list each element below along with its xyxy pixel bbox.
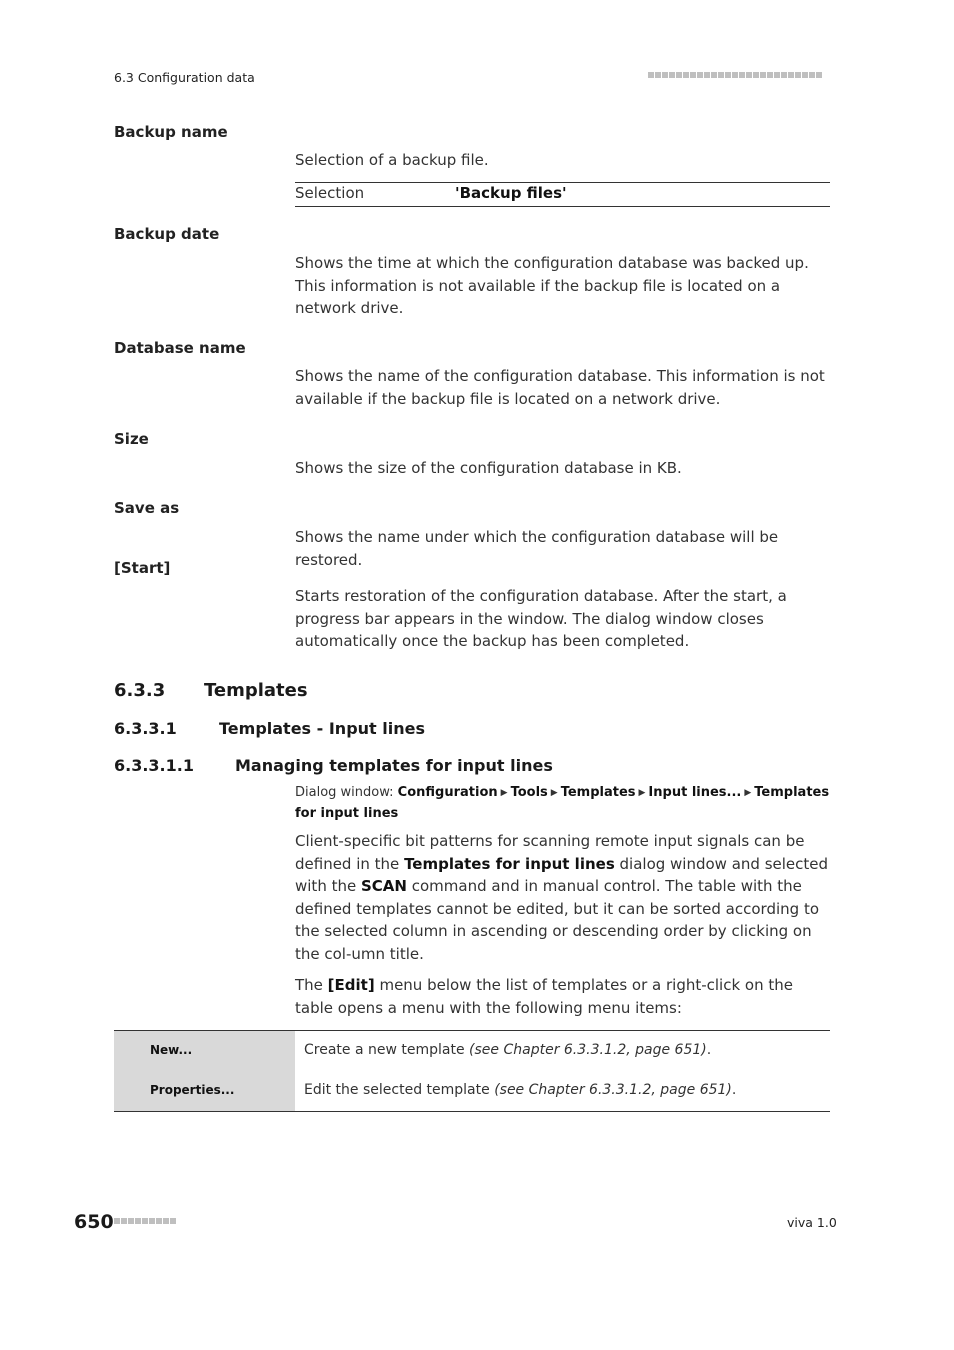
term-backup-date: Backup date xyxy=(114,225,220,243)
desc-backup-name: Selection of a backup file. xyxy=(295,151,489,169)
paragraph-menu-intro xyxy=(295,974,830,1019)
triangle-right-icon: ▶ xyxy=(550,788,558,798)
triangle-right-icon: ▶ xyxy=(500,788,508,798)
desc-size: Shows the size of the configuration database in KB. xyxy=(295,459,682,477)
term-size: Size xyxy=(114,430,149,448)
text-run-bold: Templates for input lines xyxy=(404,854,615,873)
desc-start: Starts restoration of the configuration database. After the start, a progress bar appears in the window. The dialog window closes automatically once the backup has been completed. xyxy=(295,587,787,650)
menu-items-table xyxy=(114,1030,830,1112)
text-run: menu below the list of templates or a right-click on the table opens a menu with the following menu items: xyxy=(295,976,793,1017)
term-database-name: Database name xyxy=(114,339,246,357)
dialog-path-step: Templates for input lines xyxy=(295,785,830,821)
menu-key-new: New... xyxy=(150,1043,193,1057)
term-start: [Start] xyxy=(114,559,171,577)
footer-decoration xyxy=(114,1218,176,1224)
triangle-right-icon: ▶ xyxy=(744,788,752,798)
dialog-path xyxy=(295,783,830,823)
heading-number: 6.3.3.1 xyxy=(114,719,177,738)
running-header: 6.3 Configuration data xyxy=(114,70,255,85)
text-run: Edit the selected template xyxy=(304,1082,495,1098)
menu-desc-properties xyxy=(304,1082,736,1098)
desc-save-as: Shows the name under which the configuration database will be restored. xyxy=(295,528,779,569)
heading-number: 6.3.3.1.1 xyxy=(114,756,194,775)
heading-number: 6.3.3 xyxy=(114,680,166,701)
text-run: . xyxy=(731,1082,737,1098)
desc-backup-date: Shows the time at which the configuration database was backed up. This information is not available if the backup file is located on a network drive. xyxy=(295,254,809,317)
dialog-path-step: Templates xyxy=(560,785,636,800)
dialog-path-step: Configuration xyxy=(397,785,498,800)
menu-key-column xyxy=(114,1031,295,1111)
dialog-path-prefix: Dialog window: xyxy=(295,785,394,800)
menu-desc-new xyxy=(304,1042,711,1058)
triangle-right-icon: ▶ xyxy=(638,788,646,798)
text-run: Create a new template xyxy=(304,1042,470,1058)
menu-key-properties: Properties... xyxy=(150,1083,235,1097)
text-run: . xyxy=(706,1042,712,1058)
chapter-reference: (see Chapter 6.3.3.1.2, page 651) xyxy=(494,1082,732,1098)
text-run: The xyxy=(295,976,328,994)
heading-title: Managing templates for input lines xyxy=(235,756,553,775)
paragraph-description xyxy=(295,830,830,965)
selection-table xyxy=(295,182,830,207)
heading-title: Templates - Input lines xyxy=(219,719,425,738)
text-run: Client-specific bit patterns for scanning remote input signals can be defined in the xyxy=(295,832,805,873)
selection-value: 'Backup files' xyxy=(455,184,567,202)
text-run: command and in manual control. The table with the defined templates cannot be edited, but it can be sorted according to the selected column in ascending or descending order by clicking on the col-umn title. xyxy=(295,877,819,963)
product-version: viva 1.0 xyxy=(787,1215,837,1230)
text-run-bold: [Edit] xyxy=(327,976,375,994)
term-save-as: Save as xyxy=(114,499,180,517)
term-backup-name: Backup name xyxy=(114,123,228,141)
header-decoration xyxy=(648,72,822,78)
chapter-reference: (see Chapter 6.3.3.1.2, page 651) xyxy=(469,1042,707,1058)
dialog-path-step: Tools xyxy=(510,785,548,800)
dialog-path-step: Input lines... xyxy=(648,785,742,800)
text-run-bold: SCAN xyxy=(360,877,407,895)
page-number: 650 xyxy=(74,1211,114,1233)
heading-title: Templates xyxy=(204,680,308,701)
text-run: dialog window and selected with the xyxy=(295,854,829,895)
desc-database-name: Shows the name of the configuration database. This information is not available if the backup file is located on a network drive. xyxy=(295,367,825,408)
selection-label: Selection xyxy=(295,184,365,202)
